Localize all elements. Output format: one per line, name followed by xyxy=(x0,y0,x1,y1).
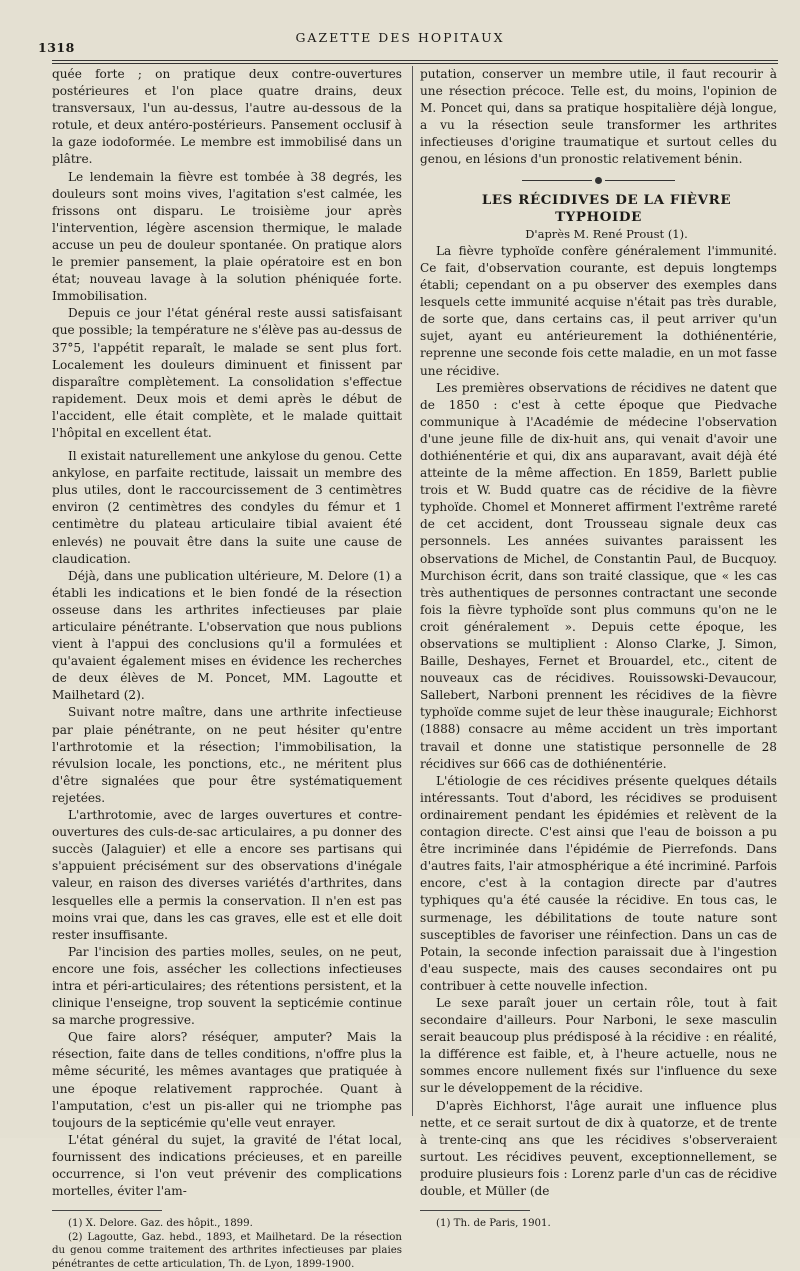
paragraph: Suivant notre maître, dans une arthrite infectieuse par plaie pénétrante, on ne peut hésiter qu'entre l'arthrotomie et la résection; l'immobilisation, la révulsion locale, les ponctions, etc., ne méritent plus d'être signalées que pour être systématiquement rejetées. xyxy=(52,705,402,805)
left-column xyxy=(52,66,402,1271)
section-subtitle: D'après M. René Proust (1). xyxy=(525,226,688,241)
footnote: (1) Th. de Paris, 1901. xyxy=(436,1218,551,1230)
section-separator xyxy=(420,177,777,184)
footnote: (2) Lagoutte, Gaz. hebd., 1893, et Mailhetard. De la résection du genou comme traitement des arthrites infectieuses par plaies pénétrantes de cette articulation, Th. de Lyon, 1899-1900. xyxy=(52,1231,402,1270)
paragraph: D'après Eichhorst, l'âge aurait une influence plus nette, et ce serait surtout de dix à quatorze, et de trente à trente-cinq ans que les récidives s'observeraient surtout. Les récidives peuvent, exceptionnellement, se produire plusieurs fois : Lorenz parle d'un cas de récidive double, et Müller (de xyxy=(420,1098,777,1198)
footnote: (1) X. Delore. Gaz. des hôpit., 1899. xyxy=(68,1218,253,1230)
paragraph: Que faire alors? réséquer, amputer? Mais la résection, faite dans de telles conditions, n'offre plus la même sécurité, les mêmes avantages que pratiquée à une époque relativement rapprochée. Quant à l'amputation, c'est un pis-aller qui ne triomphe pas toujours de la septicémie qu'elle veut enrayer. xyxy=(52,1030,402,1130)
footnote-rule xyxy=(52,1210,162,1211)
paragraph: Déjà, dans une publication ultérieure, M. Delore (1) a établi les indications et le bien fondé de la résection osseuse dans les arthrites infectieuses par plaie articulaire pénétrante. L'observation que nous publions vient à l'appui des conclusions qu'il a formulées et qu'avaient également mises en évidence les recherches de deux élèves de M. Poncet, MM. Lagoutte et Mailhetard (2). xyxy=(52,568,402,703)
footnote-rule xyxy=(420,1210,530,1211)
paragraph: Il existait naturellement une ankylose du genou. Cette ankylose, en parfaite rectitude, laissait un membre des plus utiles, dont le raccourcissement de 3 centimètres environ (2 centimètres des condyles du fémur et 1 centimètre du plateau articulaire tibial avaient été enlevés) ne pouvait être dans la suite une cause de claudication. xyxy=(52,449,402,566)
paragraph: Depuis ce jour l'état général reste aussi satisfaisant que possible; la température ne s'élève pas au-dessus de 37°5, l'appétit reparaît, le malade se sent plus fort. Localement les douleurs diminuent et finissent par disparaître complètement. La consolidation s'effectue rapidement. Deux mois et demi après le début de l'accident, elle était complète, et le malade quittait l'hôpital en excellent état. xyxy=(52,306,402,440)
header-rule-double xyxy=(52,63,778,64)
paragraph: L'état général du sujet, la gravité de l'état local, fournissent des indications précieuses, et en pareille occurrence, si l'on veut prévenir des complications mortelles, éviter l'am- xyxy=(52,1132,402,1199)
paragraph: putation, conserver un membre utile, il faut recourir à une résection précoce. Telle est, du moins, l'opinion de M. Poncet qui, dans sa pratique hospitalière déjà longue, a vu la résection seule transformer les arthrites infectieuses d'origine traumatique et surtout celles du genou, en lésions d'un pronostic relativement bénin. xyxy=(420,67,777,167)
header-rule xyxy=(52,60,778,61)
section-title: LES RÉCIDIVES DE LA FIÈVRE TYPHOIDE xyxy=(481,191,732,225)
paragraph: L'étiologie de ces récidives présente quelques détails intéressants. Tout d'abord, les récidives se produisent ordinairement pendant les épidémies et relèvent de la contagion directe. C'est ainsi que l'eau de boisson a pu être incriminée dans l'épidémie de Pierrefonds. Dans d'autres faits, l'air atmosphérique a été incriminé. Parfois encore, c'est à la contagion directe par d'autres typhiques qu'a été causée la récidive. En tous cas, le surmenage, les débilitations de toute nature sont susceptibles de favoriser une réinfection. Dans un cas de Potain, la seconde infection paraissait due à l'ingestion d'eau suspecte, mais des causes secondaires ont pu contribuer à cette nouvelle infection. xyxy=(420,773,777,993)
column-divider xyxy=(412,66,413,1116)
page-number: 1318 xyxy=(38,40,75,55)
paragraph: Les premières observations de récidives ne datent que de 1850 : c'est à cette époque que Piedvache communique à l'Académie de médecine l'observation d'une jeune fille de dix-huit ans, qui venait d'avoir une dothiénentérie et qui, dix ans auparavant, avait déjà été atteinte de la même affection. En 1859, Barlett publie trois et W. Budd quatre cas de récidive de la fièvre typhoïde. Chomel et Monneret affirment l'extrême rareté de cet accident, dont Trousseau signale deux cas personnels. Les années suivantes paraissent les observations de Michel, de Constantin Paul, de Bucquoy. Murchison écrit, dans son traité classique, que « les cas très authentiques de personnes contractant une seconde fois la fièvre typhoïde sont plus communs qu'on ne le croit généralement ». Depuis cette époque, les observations se multiplient : Alonso Clarke, J. Simon, Baille, Deshayes, Fernet et Brouardel, etc., citent de nouveaux cas de récidives. Rouissowski-Devaucour, Sallebert, Narboni prennent les récidives de la fièvre typhoïde comme sujet de leur thèse inaugurale; Eichhorst (1888) consacre au même accident un très important travail et donne une statistique personnelle de 28 récidives sur 666 cas de dothiénentérie. xyxy=(420,380,777,771)
paragraph: Par l'incision des parties molles, seules, on ne peut, encore une fois, assécher les collections infectieuses intra et péri-articulaires; des rétentions persistent, et la clinique l'enseigne, trop souvent la septicémie continue sa marche progressive. xyxy=(52,944,402,1028)
paragraph: La fièvre typhoïde confère généralement l'immunité. Ce fait, d'observation courante, est depuis longtemps établi; cependant on a pu observer des exemples dans lesquels cette immunité acquise n'était pas très durable, de sorte que, dans certains cas, il peut arriver qu'un sujet, ayant eu antérieurement la dothiénentérie, reprenne une seconde fois cette maladie, en un mot fasse une récidive. xyxy=(420,243,777,378)
paragraph: L'arthrotomie, avec de larges ouvertures et contre-ouvertures des culs-de-sac articulaires, a pu donner des succès (Jalaguier) et elle a encore ses partisans qui s'appuient précisément sur des observations d'inégale valeur, en raison des diverses variétés d'arthrites, dans lesquelles elle a permis la conservation. Il n'en est pas moins vrai que, dans les cas graves, elle est et elle doit rester insuffisante. xyxy=(52,808,402,942)
paragraph: quée forte ; on pratique deux contre-ouvertures postérieures et l'on place quatre drains, deux transversaux, l'un au-dessus, l'autre au-dessous de la rotule, et deux antéro-postérieurs. Pansement occlusif à la gaze iodoformée. Le membre est immobilisé dans un plâtre. xyxy=(52,67,402,167)
paragraph: Le sexe paraît jouer un certain rôle, tout à fait secondaire d'ailleurs. Pour Narboni, le sexe masculin serait beaucoup plus prédisposé à la récidive : en réalité, la différence est faible, et, à l'heure actuelle, nous ne sommes encore nullement fixés sur l'influence du sexe sur le développement de la récidive. xyxy=(420,995,777,1096)
right-column xyxy=(420,66,777,1231)
paragraph: Le lendemain la fièvre est tombée à 38 degrés, les douleurs sont moins vives, l'agitation s'est calmée, les frissons ont disparu. Le troisième jour après l'intervention, légère ascension thermique, le malade accuse un peu de douleur spontanée. On pratique alors le premier pansement, la plaie opératoire est en bon état; nouveau lavage à la solution phéniquée forte. Immobilisation. xyxy=(52,169,402,304)
running-title: GAZETTE DES HOPITAUX xyxy=(295,30,505,45)
